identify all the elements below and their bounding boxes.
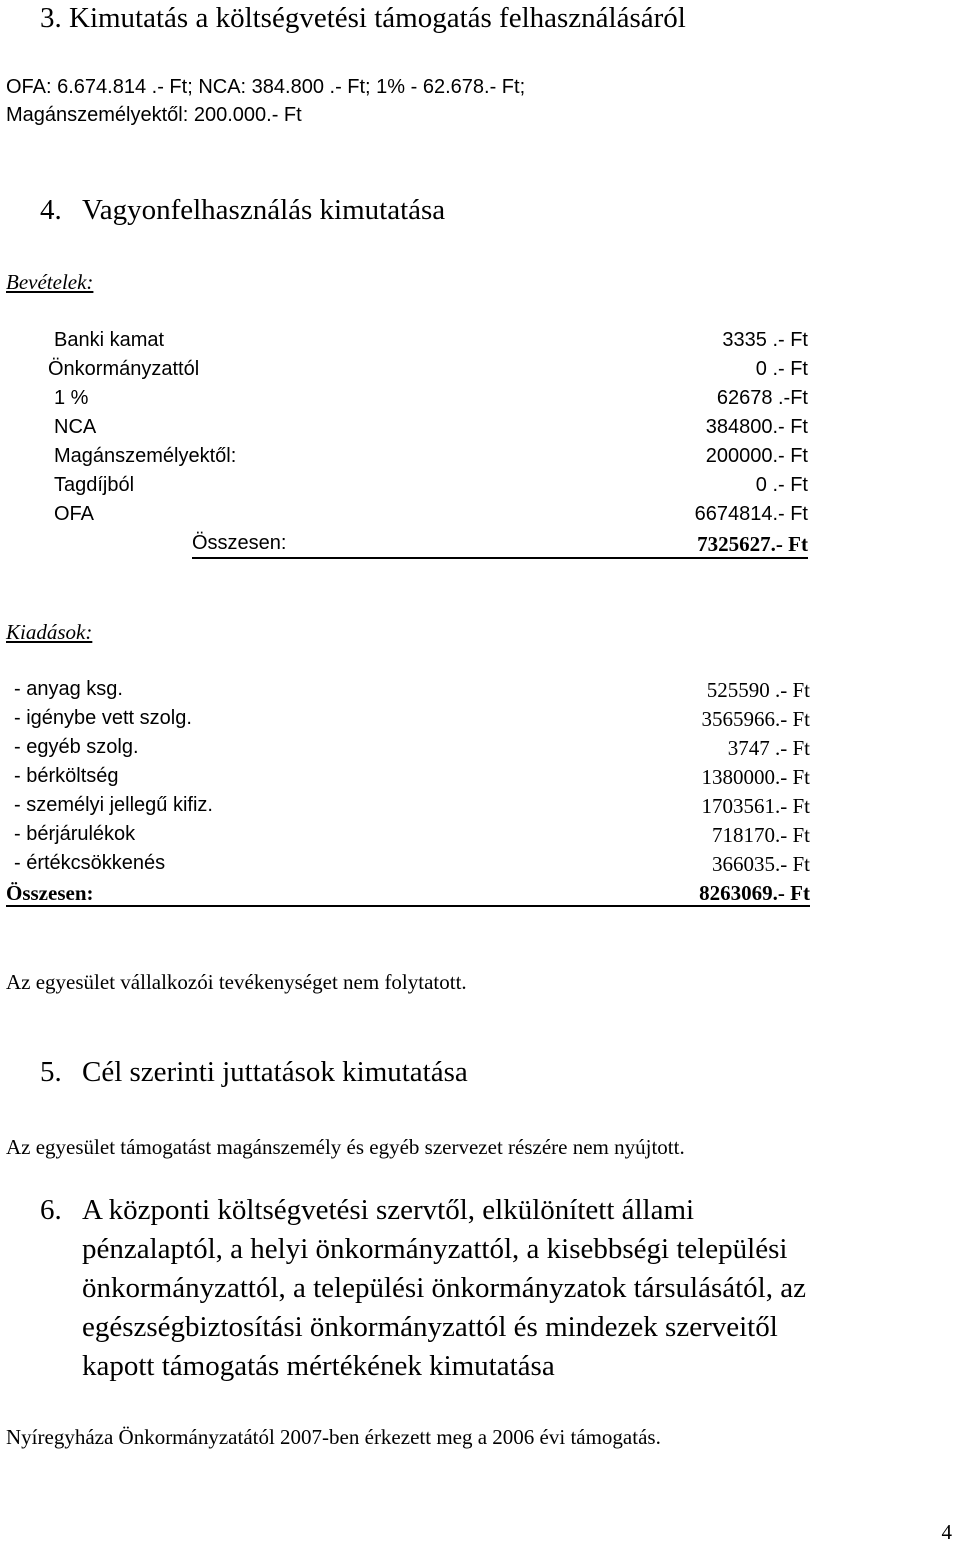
section-4-note: Az egyesület vállalkozói tevékenységet nem folytatott.	[6, 970, 467, 994]
expense-label: - értékcsökkenés	[14, 852, 166, 874]
section-6-heading-line: A központi költségvetési szervtől, elkülönített állami	[82, 1194, 695, 1226]
income-value: 200000.- Ft	[705, 445, 808, 467]
section-4-heading: Vagyonfelhasználás kimutatása	[82, 194, 446, 226]
section-5-heading: Cél szerinti juttatások kimutatása	[82, 1056, 468, 1088]
income-label: OFA	[54, 503, 95, 525]
expense-label: - anyag ksg.	[14, 678, 123, 700]
income-value: 384800.- Ft	[705, 416, 808, 438]
section-6-heading-line: kapott támogatás mértékének kimutatása	[82, 1350, 555, 1382]
income-value: 0 .- Ft	[755, 474, 808, 496]
expense-value: 718170.- Ft	[711, 823, 810, 847]
expense-label: - bérjárulékok	[14, 823, 136, 845]
income-value: 62678 .-Ft	[716, 387, 808, 409]
section-6-note: Nyíregyháza Önkormányzatától 2007-ben érkezett meg a 2006 évi támogatás.	[6, 1425, 661, 1449]
income-value: 0 .- Ft	[755, 358, 808, 380]
section-4-number: 4.	[40, 194, 62, 226]
expense-label: - igénybe vett szolg.	[14, 707, 192, 729]
expense-value: 366035.- Ft	[711, 852, 810, 876]
expense-value: 3747 .- Ft	[727, 736, 810, 760]
section-5-note: Az egyesület támogatást magánszemély és egyéb szervezet részére nem nyújtott.	[6, 1135, 685, 1159]
section-3-line-1: OFA: 6.674.814 .- Ft; NCA: 384.800 .- Ft; 1% - 62.678.- Ft;	[6, 76, 526, 98]
income-label: Tagdíjból	[54, 474, 135, 496]
expenses-total-underline	[6, 905, 810, 907]
section-3-line-2: Magánszemélyektől: 200.000.- Ft	[6, 104, 302, 126]
page-number: 4	[941, 1520, 952, 1544]
income-label: Magánszemélyektől:	[54, 445, 237, 467]
section-6-number: 6.	[40, 1194, 62, 1226]
income-value: 6674814.- Ft	[694, 503, 808, 525]
income-total-underline	[192, 557, 808, 559]
expense-value: 1380000.- Ft	[701, 765, 810, 789]
income-label: NCA	[54, 416, 97, 438]
section-6-heading-line: pénzalaptól, a helyi önkormányzattól, a kisebbségi települési	[82, 1233, 788, 1265]
expenses-total-label: Összesen:	[6, 881, 94, 905]
expense-value: 3565966.- Ft	[701, 707, 810, 731]
income-title: Bevételek:	[6, 270, 94, 294]
income-label: Önkormányzattól	[48, 358, 200, 380]
expenses-title: Kiadások:	[6, 620, 93, 644]
expense-value: 1703561.- Ft	[701, 794, 810, 818]
section-6-heading-line: önkormányzattól, a települési önkormányzatok társulásától, az	[82, 1272, 806, 1304]
income-total-value: 7325627.- Ft	[697, 532, 808, 556]
section-3-heading: 3. Kimutatás a költségvetési támogatás felhasználásáról	[40, 2, 686, 34]
income-label: Banki kamat	[54, 329, 165, 351]
expense-label: - egyéb szolg.	[14, 736, 139, 758]
income-label: 1 %	[54, 387, 89, 409]
income-value: 3335 .- Ft	[722, 329, 808, 351]
expenses-total-value: 8263069.- Ft	[699, 881, 810, 905]
income-total-label: Összesen:	[192, 532, 287, 554]
expense-value: 525590 .- Ft	[706, 678, 810, 702]
expense-label: - bérköltség	[14, 765, 119, 787]
section-6-heading-line: egészségbiztosítási önkormányzattól és mindezek szerveitől	[82, 1311, 778, 1343]
section-5-number: 5.	[40, 1056, 62, 1088]
expense-label: - személyi jellegű kifiz.	[14, 794, 213, 816]
